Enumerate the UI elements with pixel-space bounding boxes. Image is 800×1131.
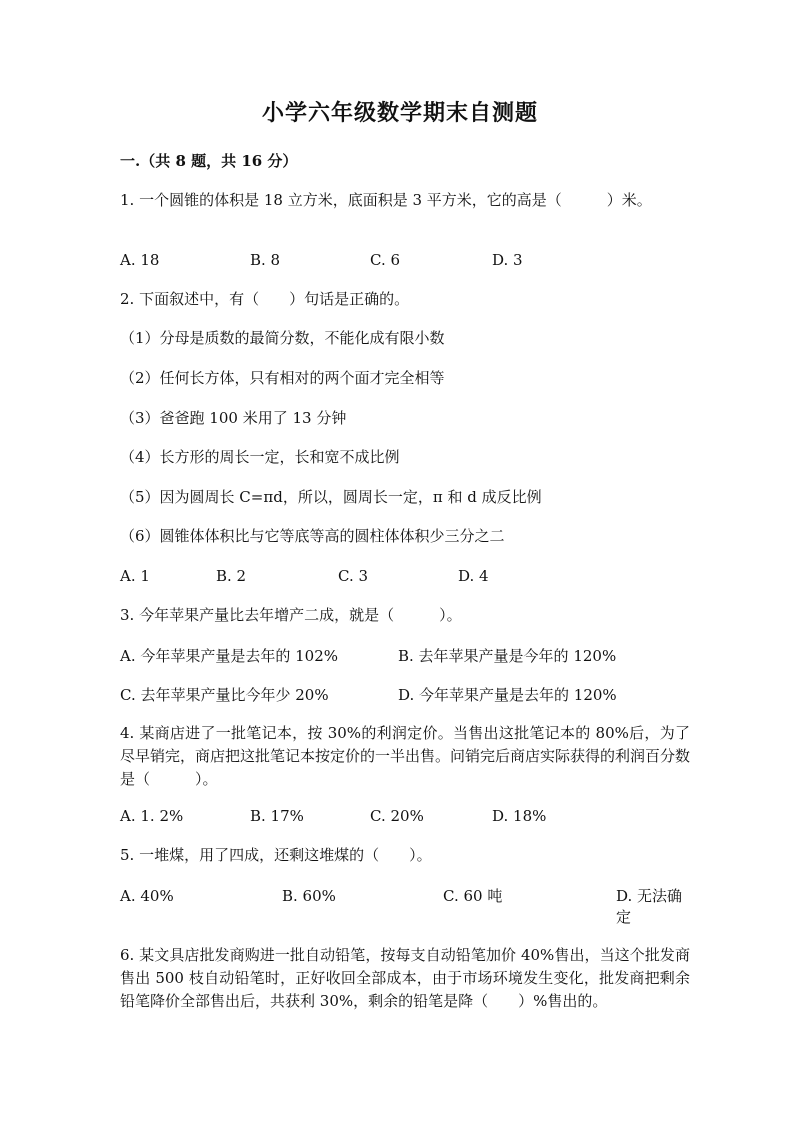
question-5-option-d: D. 无法确定	[616, 887, 683, 926]
question-3-option-c: C. 去年苹果产量比今年少 20%	[120, 686, 329, 704]
page-title: 小学六年级数学期末自测题	[261, 100, 538, 126]
question-2-statement-1: （1）分母是质数的最简分数，不能化成有限小数	[120, 329, 445, 347]
question-2-option-b: B. 2	[216, 567, 247, 585]
question-1-stem: 1. 一个圆锥的体积是 18 立方米，底面积是 3 平方米，它的高是（ ）米。	[120, 191, 652, 209]
question-3-option-a: A. 今年苹果产量是去年的 102%	[120, 647, 339, 665]
question-3-option-b: B. 去年苹果产量是今年的 120%	[398, 647, 617, 665]
section-heading: 一.（共 8 题，共 16 分）	[120, 152, 298, 170]
question-3-option-d: D. 今年苹果产量是去年的 120%	[398, 686, 617, 704]
question-2-stem: 2. 下面叙述中，有（ ）句话是正确的。	[120, 290, 410, 308]
question-1-option-d: D. 3	[492, 251, 523, 269]
question-4-option-d: D. 18%	[492, 807, 547, 825]
question-2-option-a: A. 1	[120, 567, 150, 585]
question-2-statement-5: （5）因为圆周长 C=πd，所以，圆周长一定，π 和 d 成反比例	[120, 488, 542, 506]
question-2-statement-4: （4）长方形的周长一定，长和宽不成比例	[120, 448, 400, 466]
question-3-stem: 3. 今年苹果产量比去年增产二成，就是（ ）。	[120, 606, 462, 624]
question-2-option-c: C. 3	[338, 567, 369, 585]
question-2-option-d: D. 4	[458, 567, 489, 585]
question-4-option-a: A. 1. 2%	[120, 807, 184, 825]
question-2-statement-6: （6）圆锥体体积比与它等底等高的圆柱体体积少三分之二	[120, 527, 505, 545]
question-5-option-a: A. 40%	[120, 887, 174, 905]
question-1-option-c: C. 6	[370, 251, 401, 269]
question-2-statement-3: （3）爸爸跑 100 米用了 13 分钟	[120, 409, 347, 427]
question-5-stem: 5. 一堆煤，用了四成，还剩这堆煤的（ ）。	[120, 846, 432, 864]
question-4-option-c: C. 20%	[370, 807, 424, 825]
question-1-option-a: A. 18	[120, 251, 160, 269]
question-4-stem: 4. 某商店进了一批笔记本，按 30%的利润定价。当售出这批笔记本的 80%后，为了尽早销完，商店把这批笔记本按定价的一半出售。问销完后商店实际获得的利润百分数是（ ）。	[120, 724, 691, 788]
question-4-option-b: B. 17%	[250, 807, 304, 825]
question-5-option-b: B. 60%	[282, 887, 336, 905]
question-1-option-b: B. 8	[250, 251, 281, 269]
question-5-option-c: C. 60 吨	[443, 887, 503, 905]
question-6-stem: 6. 某文具店批发商购进一批自动铅笔，按每支自动铅笔加价 40%售出，当这个批发商售出 500 枝自动铅笔时，正好收回全部成本，由于市场环境发生变化，批发商把剩余铅笔降价全部售出后，共获利 30%，剩余的铅笔是降（ ）%售出的。	[120, 946, 690, 1010]
question-2-statement-2: （2）任何长方体，只有相对的两个面才完全相等	[120, 369, 445, 387]
